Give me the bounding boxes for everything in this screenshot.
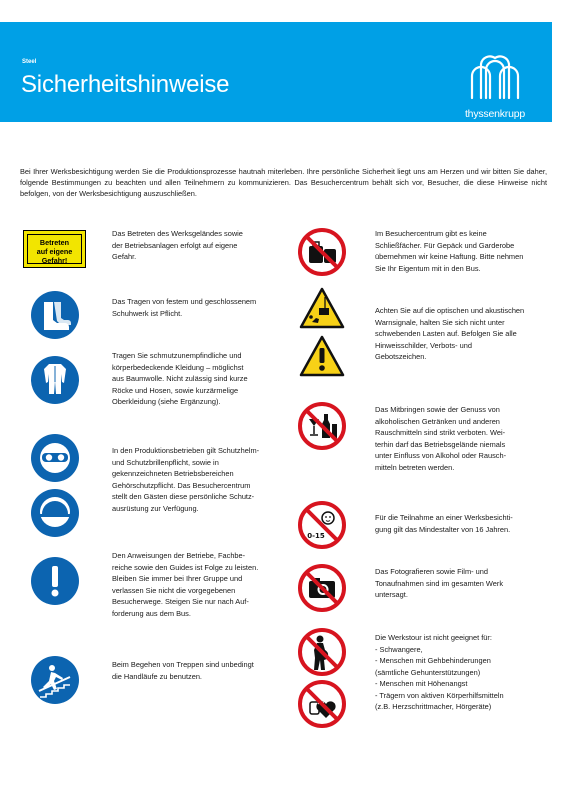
rule-no-lockers: Im Besuchercentrum gibt es keine Schließfächer. Für Gepäck und Garderobe übernehmen wir keine Haftung. Bitte nehmen Sie Ihr Eigentum mit in den Bus. — [375, 229, 524, 273]
rule-minimum-age: Für die Teilnahme an einer Werksbesichti- gung gilt das Mindestalter von 16 Jahren. — [375, 513, 513, 534]
rule-warning-signals: Achten Sie auf die optischen und akustischen Warnsignale, halten Sie sich nicht unter schwebenden Lasten auf. Befolgen Sie alle Hinweisschilder, Verbots- und Gebotszeichen. — [375, 306, 525, 361]
no-alcohol-icon — [298, 402, 346, 450]
handrail-icon — [30, 655, 80, 705]
no-luggage-icon — [298, 228, 346, 276]
protective-clothing-icon — [30, 355, 80, 405]
general-warning-icon — [298, 334, 346, 378]
logo-wordmark: thyssenkrupp — [464, 108, 526, 120]
no-photography-icon — [298, 564, 346, 612]
warning-sign-text: Betreten auf eigene Gefahr! — [27, 234, 82, 264]
rule-clothing: Tragen Sie schmutzunempfindliche und körperbedeckende Kleidung – möglichst aus Baumwolle. Nicht zulässig sind kurze Röcke und Hosen, sowie kurzärmelige Oberkleidung (siehe Ergänzung). — [112, 351, 248, 406]
intro-paragraph: Bei Ihrer Werksbesichtigung werden Sie die Produktionsprozesse hautnah miterleben. Ihre persönliche Sicherheit liegt uns am Herzen und wir bitten Sie daher, folgende Bestimmungen zu beachten und allen Teilnehmern zu kommunizieren. Das Besuchercentrum behält sich vor, Besucher, die diese Hinweise nicht befolgen, von der Werksbesichtigung auszuschließen. — [20, 167, 547, 199]
safety-boots-icon — [30, 290, 80, 340]
thyssenkrupp-logo — [452, 50, 538, 130]
rule-handrail: Beim Begehen von Treppen sind unbedingt die Handläufe zu benutzen. — [112, 660, 254, 681]
logo-arches-icon — [452, 50, 538, 106]
rule-protective-gear: In den Produktionsbetrieben gilt Schutzhelm- und Schutzbrillenpflicht, sowie in gekennzeichneten Betriebsbereichen Gehörschutzpflicht. Das Besuchercentrum stellt den Gästen diese persönliche Schutz- ausrüstung zur Verfügung. — [112, 446, 260, 513]
rule-no-alcohol: Das Mitbringen sowie der Genuss von alkoholischen Getränken und anderen Rauschmitteln sind strikt verboten. Wei- terhin darf das Betriebsgelände niemals unter Einfluss von Alkohol oder Rausch- mitteln betreten werden. — [375, 405, 507, 472]
age-label: 0-15 — [307, 532, 325, 540]
general-mandatory-icon — [30, 556, 80, 606]
no-pregnant-icon — [298, 628, 346, 676]
header-kicker: Steel — [22, 59, 37, 65]
no-pacemaker-icon — [298, 680, 346, 728]
no-children-under-16-icon — [298, 501, 346, 549]
rule-not-suitable-for: Die Werkstour ist nicht geeignet für: - Schwangere, - Menschen mit Gehbehinderungen (sämtliche Gehunterstützungen) - Menschen mit Höhenangst - Trägern von aktiven Körperhilfsmitteln (z.B. Herzschrittmacher, Hörgeräte) — [375, 633, 504, 711]
warning-sign-icon — [23, 230, 86, 268]
rule-own-risk: Das Betreten des Werksgeländes sowie der Betriebsanlagen erfolgt auf eigene Gefahr. — [112, 229, 243, 261]
suspended-load-warning-icon — [298, 286, 346, 330]
hard-hat-icon — [30, 488, 80, 538]
rule-instructions: Den Anweisungen der Betriebe, Fachbe- reiche sowie den Guides ist Folge zu leisten. Bleiben Sie immer bei Ihrer Gruppe und verlassen Sie nicht die vorgegebenen Besucherwege. Steigen Sie nur nach Auf- forderung aus dem Bus. — [112, 551, 259, 618]
safety-goggles-icon — [30, 433, 80, 483]
page-title: Sicherheitshinweise — [21, 71, 230, 98]
rule-no-photography: Das Fotografieren sowie Film- und Tonaufnahmen sind im gesamten Werk untersagt. — [375, 567, 504, 599]
header-banner — [0, 22, 552, 122]
rule-footwear: Das Tragen von festem und geschlossenem Schuhwerk ist Pflicht. — [112, 297, 257, 318]
